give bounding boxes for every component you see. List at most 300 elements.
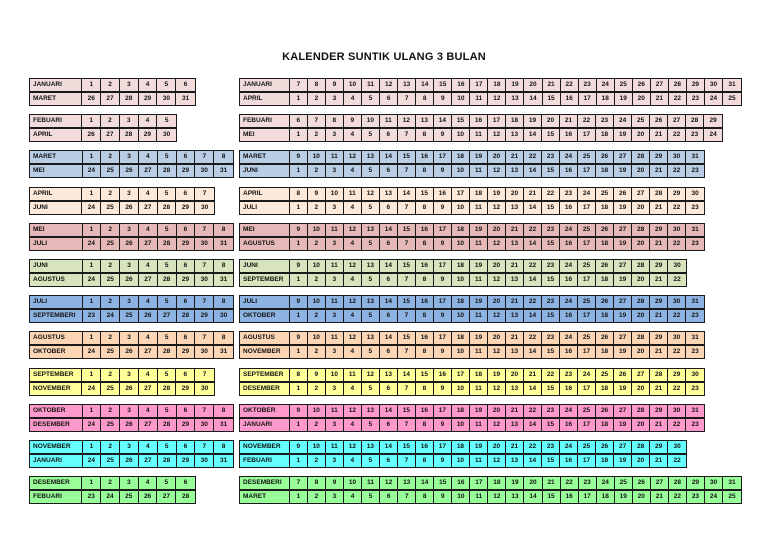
day-cell: 24 <box>560 260 578 272</box>
day-cell: 29 <box>177 238 196 250</box>
day-cell: 16 <box>561 93 579 105</box>
day-cell: 16 <box>561 491 579 503</box>
day-cell: 1 <box>83 151 102 163</box>
month-label: OKTOBER <box>240 310 290 322</box>
day-cell: 13 <box>506 419 524 431</box>
day-cell: 25 <box>101 346 120 358</box>
day-cell: 12 <box>488 491 506 503</box>
day-cell: 5 <box>158 224 177 236</box>
month-label: DESEMBER <box>30 419 83 431</box>
day-cell: 10 <box>452 491 470 503</box>
day-cell: 23 <box>560 369 578 381</box>
day-cell: 25 <box>578 441 596 453</box>
day-cell: 1 <box>82 188 101 200</box>
day-cell: 31 <box>691 153 699 160</box>
day-cell: 29 <box>650 441 668 453</box>
day-cell: 2 <box>308 419 326 431</box>
day-cell: 5 <box>158 151 177 163</box>
calendar-row-left <box>29 273 234 287</box>
day-cell: 13 <box>506 238 524 250</box>
day-cell: 20 <box>506 188 524 200</box>
day-cell: 19 <box>506 477 524 489</box>
calendar-row-right <box>239 440 687 454</box>
day-cell: 28 <box>177 310 196 322</box>
day-cell: 13 <box>506 129 524 141</box>
day-cell: 16 <box>560 310 578 322</box>
day-cell: 10 <box>308 151 326 163</box>
day-cell: 11 <box>470 455 488 467</box>
day-cell: 21 <box>650 383 668 395</box>
day-cell: 18 <box>488 477 506 489</box>
day-cell: 14 <box>380 405 398 417</box>
day-cell: 8 <box>221 153 226 160</box>
month-label: JUNI <box>240 260 290 272</box>
day-cell: 1 <box>83 296 102 308</box>
day-cell: 21 <box>650 455 668 467</box>
calendar-row-right <box>239 150 705 164</box>
day-cell: 16 <box>416 224 434 236</box>
day-cell: 23 <box>579 477 597 489</box>
day-cell: 30 <box>195 455 214 467</box>
calendar-row-left <box>29 237 234 251</box>
day-cell: 13 <box>380 369 398 381</box>
month-label: JANUARI <box>240 419 290 431</box>
day-cell: 5 <box>164 117 169 124</box>
day-cell: 24 <box>560 332 578 344</box>
day-cell: 23 <box>691 167 699 174</box>
day-cell: 11 <box>326 296 344 308</box>
day-cell: 2 <box>101 369 120 381</box>
month-label: DESEMBERI <box>240 477 290 489</box>
day-cell: 24 <box>83 165 102 177</box>
day-cell: 22 <box>524 151 542 163</box>
day-cell: 15 <box>434 79 452 91</box>
day-cell: 25 <box>578 332 596 344</box>
day-cell: 25 <box>596 188 614 200</box>
day-cell: 17 <box>579 93 597 105</box>
day-cell: 11 <box>470 93 488 105</box>
day-cell: 30 <box>157 93 176 105</box>
day-cell: 24 <box>101 491 120 503</box>
day-cell: 8 <box>221 443 226 450</box>
day-cell: 2 <box>101 477 120 489</box>
day-cell: 28 <box>650 188 668 200</box>
day-cell: 9 <box>344 115 362 127</box>
day-cell: 6 <box>177 224 196 236</box>
day-cell: 5 <box>158 260 177 272</box>
day-cell: 13 <box>506 165 524 177</box>
day-cell: 1 <box>82 369 101 381</box>
day-cell: 2 <box>101 188 120 200</box>
day-cell: 19 <box>614 238 632 250</box>
day-cell: 18 <box>470 188 488 200</box>
day-cell: 25 <box>632 115 650 127</box>
day-cell: 27 <box>614 332 632 344</box>
day-cell: 26 <box>614 369 632 381</box>
day-cell: 13 <box>506 274 524 286</box>
day-cell: 5 <box>362 310 380 322</box>
day-cell: 27 <box>668 115 686 127</box>
day-cell: 30 <box>163 131 171 138</box>
day-cell: 26 <box>633 79 651 91</box>
day-cell: 6 <box>177 441 196 453</box>
day-cell: 18 <box>596 455 614 467</box>
day-cell: 28 <box>158 238 177 250</box>
day-cell: 23 <box>82 491 101 503</box>
day-cell: 15 <box>416 369 434 381</box>
day-cell: 14 <box>524 346 542 358</box>
day-cell: 8 <box>416 310 434 322</box>
day-cell: 2 <box>101 224 120 236</box>
calendar-row-right <box>239 273 687 287</box>
day-cell: 4 <box>139 224 158 236</box>
day-cell: 18 <box>506 115 524 127</box>
day-cell: 28 <box>158 455 177 467</box>
day-cell: 10 <box>308 260 326 272</box>
day-cell: 23 <box>542 296 560 308</box>
day-cell: 27 <box>139 202 158 214</box>
day-cell: 4 <box>139 332 158 344</box>
month-label: FEBUARI <box>240 115 290 127</box>
day-cell: 17 <box>578 274 596 286</box>
day-cell: 29 <box>709 117 717 124</box>
day-cell: 2 <box>308 202 326 214</box>
day-cell: 18 <box>452 296 470 308</box>
day-cell: 16 <box>560 274 578 286</box>
calendar-row-right <box>239 201 705 215</box>
month-label: JANUARI <box>30 79 82 91</box>
day-cell: 22 <box>668 165 686 177</box>
day-cell: 27 <box>139 383 158 395</box>
month-label: SEPTEMBER <box>240 274 290 286</box>
day-cell: 31 <box>691 298 699 305</box>
day-cell: 11 <box>470 165 488 177</box>
day-cell: 31 <box>691 334 699 341</box>
calendar-row-right <box>239 114 723 128</box>
day-cell: 7 <box>398 383 416 395</box>
day-cell: 22 <box>524 260 542 272</box>
day-cell: 24 <box>83 346 102 358</box>
day-cell: 5 <box>362 419 380 431</box>
day-cell: 30 <box>195 419 214 431</box>
day-cell: 11 <box>326 151 344 163</box>
day-cell: 28 <box>669 477 687 489</box>
day-cell: 21 <box>506 441 524 453</box>
day-cell: 25 <box>596 369 614 381</box>
day-cell: 8 <box>308 79 326 91</box>
calendar-row-right <box>239 92 742 106</box>
day-cell: 19 <box>470 260 488 272</box>
calendar-row-left <box>29 404 234 418</box>
day-cell: 27 <box>614 224 632 236</box>
day-cell: 14 <box>524 491 542 503</box>
day-cell: 25 <box>615 477 633 489</box>
day-cell: 4 <box>344 346 362 358</box>
day-cell: 30 <box>668 151 686 163</box>
day-cell: 23 <box>542 332 560 344</box>
day-cell: 26 <box>120 165 139 177</box>
day-cell: 7 <box>290 477 308 489</box>
month-label: SEPTEMBER <box>30 369 82 381</box>
day-cell: 16 <box>560 419 578 431</box>
day-cell: 26 <box>139 491 158 503</box>
day-cell: 7 <box>398 129 416 141</box>
day-cell: 22 <box>668 238 686 250</box>
day-cell: 12 <box>362 188 380 200</box>
day-cell: 21 <box>524 369 542 381</box>
day-cell: 14 <box>524 455 542 467</box>
day-cell: 30 <box>195 238 214 250</box>
day-cell: 9 <box>434 491 452 503</box>
day-cell: 15 <box>398 260 416 272</box>
calendar-row-left <box>29 78 196 92</box>
day-cell: 12 <box>344 296 362 308</box>
day-cell: 6 <box>380 93 398 105</box>
day-cell: 28 <box>632 296 650 308</box>
day-cell: 16 <box>560 383 578 395</box>
day-cell: 13 <box>506 310 524 322</box>
day-cell: 25 <box>101 419 120 431</box>
day-cell: 8 <box>221 226 226 233</box>
day-cell: 2 <box>101 441 120 453</box>
day-cell: 8 <box>416 419 434 431</box>
day-cell: 2 <box>308 491 326 503</box>
day-cell: 21 <box>650 346 668 358</box>
day-cell: 9 <box>308 188 326 200</box>
day-cell: 9 <box>434 419 452 431</box>
day-cell: 8 <box>290 188 308 200</box>
calendar-row-right <box>239 418 705 432</box>
day-cell: 21 <box>650 419 668 431</box>
day-cell: 4 <box>344 455 362 467</box>
day-cell: 6 <box>177 151 196 163</box>
day-cell: 14 <box>416 477 434 489</box>
day-cell: 13 <box>362 151 380 163</box>
day-cell: 10 <box>326 188 344 200</box>
day-cell: 18 <box>470 369 488 381</box>
day-cell: 18 <box>596 238 614 250</box>
day-cell: 11 <box>470 274 488 286</box>
day-cell: 15 <box>543 491 561 503</box>
day-cell: 18 <box>597 491 615 503</box>
day-cell: 12 <box>488 238 506 250</box>
day-cell: 30 <box>668 296 686 308</box>
day-cell: 20 <box>632 419 650 431</box>
day-cell: 27 <box>139 455 158 467</box>
day-cell: 3 <box>326 491 344 503</box>
day-cell: 21 <box>506 296 524 308</box>
calendar-row-right <box>239 476 742 490</box>
day-cell: 16 <box>452 477 470 489</box>
day-cell: 16 <box>560 455 578 467</box>
day-cell: 21 <box>506 405 524 417</box>
day-cell: 23 <box>691 204 699 211</box>
day-cell: 14 <box>398 369 416 381</box>
calendar-row-right <box>239 223 705 237</box>
day-cell: 6 <box>380 202 398 214</box>
day-cell: 11 <box>470 346 488 358</box>
day-cell: 29 <box>177 274 196 286</box>
day-cell: 16 <box>560 238 578 250</box>
day-cell: 25 <box>101 383 120 395</box>
calendar-row-right <box>239 331 705 345</box>
day-cell: 21 <box>560 115 578 127</box>
day-cell: 24 <box>709 131 717 138</box>
day-cell: 3 <box>120 405 139 417</box>
day-cell: 7 <box>398 238 416 250</box>
day-cell: 1 <box>290 346 308 358</box>
day-cell: 28 <box>158 274 177 286</box>
calendar-row-right <box>239 295 705 309</box>
day-cell: 29 <box>650 296 668 308</box>
day-cell: 25 <box>101 202 120 214</box>
day-cell: 22 <box>668 310 686 322</box>
day-cell: 1 <box>82 115 101 127</box>
month-label: JULI <box>240 296 290 308</box>
month-label: NOVEMBER <box>30 441 83 453</box>
day-cell: 4 <box>344 129 362 141</box>
day-cell: 9 <box>290 405 308 417</box>
day-cell: 8 <box>221 298 226 305</box>
day-cell: 5 <box>158 405 177 417</box>
day-cell: 15 <box>543 93 561 105</box>
day-cell: 11 <box>470 310 488 322</box>
day-cell: 21 <box>651 491 669 503</box>
day-cell: 31 <box>219 240 228 247</box>
calendar-row-right <box>239 404 705 418</box>
day-cell: 3 <box>120 188 139 200</box>
month-label: JUNI <box>30 202 82 214</box>
day-cell: 18 <box>596 165 614 177</box>
month-label: JULI <box>240 202 290 214</box>
day-cell: 28 <box>632 260 650 272</box>
day-cell: 15 <box>542 346 560 358</box>
day-cell: 20 <box>488 224 506 236</box>
day-cell: 4 <box>344 419 362 431</box>
day-cell: 8 <box>416 455 434 467</box>
day-cell: 2 <box>308 310 326 322</box>
day-cell: 17 <box>452 369 470 381</box>
day-cell: 28 <box>632 405 650 417</box>
day-cell: 1 <box>83 260 102 272</box>
day-cell: 11 <box>470 383 488 395</box>
day-cell: 12 <box>344 260 362 272</box>
day-cell: 6 <box>380 238 398 250</box>
day-cell: 10 <box>452 129 470 141</box>
day-cell: 9 <box>290 441 308 453</box>
day-cell: 5 <box>158 332 177 344</box>
day-cell: 26 <box>120 346 139 358</box>
day-cell: 7 <box>290 79 308 91</box>
day-cell: 28 <box>158 202 177 214</box>
day-cell: 20 <box>633 491 651 503</box>
day-cell: 27 <box>614 441 632 453</box>
calendar-row-left <box>29 201 215 215</box>
day-cell: 30 <box>668 332 686 344</box>
day-cell: 10 <box>452 202 470 214</box>
day-cell: 17 <box>488 115 506 127</box>
day-cell: 27 <box>139 274 158 286</box>
day-cell: 2 <box>308 129 326 141</box>
day-cell: 26 <box>596 296 614 308</box>
day-cell: 28 <box>181 493 190 500</box>
day-cell: 24 <box>83 238 102 250</box>
day-cell: 19 <box>614 455 632 467</box>
month-label: DESEMBER <box>30 477 82 489</box>
day-cell: 23 <box>560 188 578 200</box>
day-cell: 5 <box>362 93 380 105</box>
day-cell: 4 <box>139 115 158 127</box>
day-cell: 17 <box>434 260 452 272</box>
day-cell: 13 <box>362 260 380 272</box>
day-cell: 25 <box>578 151 596 163</box>
day-cell: 24 <box>578 188 596 200</box>
day-cell: 18 <box>452 260 470 272</box>
day-cell: 8 <box>416 491 434 503</box>
day-cell: 7 <box>202 190 207 197</box>
day-cell: 17 <box>434 405 452 417</box>
day-cell: 2 <box>308 93 326 105</box>
day-cell: 31 <box>728 479 736 486</box>
day-cell: 13 <box>416 115 434 127</box>
day-cell: 14 <box>524 165 542 177</box>
day-cell: 28 <box>632 151 650 163</box>
day-cell: 25 <box>615 79 633 91</box>
day-cell: 6 <box>380 455 398 467</box>
day-cell: 5 <box>157 79 176 91</box>
day-cell: 27 <box>614 296 632 308</box>
day-cell: 3 <box>120 296 139 308</box>
day-cell: 17 <box>578 202 596 214</box>
calendar-row-left <box>29 259 234 273</box>
day-cell: 24 <box>560 441 578 453</box>
day-cell: 19 <box>615 491 633 503</box>
day-cell: 6 <box>380 129 398 141</box>
day-cell: 11 <box>344 188 362 200</box>
day-cell: 15 <box>542 383 560 395</box>
month-label: MEI <box>30 224 83 236</box>
day-cell: 1 <box>290 274 308 286</box>
day-cell: 23 <box>542 224 560 236</box>
day-cell: 15 <box>452 115 470 127</box>
day-cell: 11 <box>326 405 344 417</box>
day-cell: 22 <box>524 296 542 308</box>
day-cell: 17 <box>578 238 596 250</box>
day-cell: 23 <box>83 310 102 322</box>
day-cell: 21 <box>506 332 524 344</box>
day-cell: 26 <box>633 477 651 489</box>
day-cell: 30 <box>195 274 214 286</box>
day-cell: 1 <box>290 310 308 322</box>
day-cell: 23 <box>687 93 705 105</box>
day-cell: 1 <box>83 405 102 417</box>
day-cell: 10 <box>326 369 344 381</box>
month-label: AGUSTUS <box>240 238 290 250</box>
day-cell: 29 <box>687 477 705 489</box>
day-cell: 9 <box>326 79 344 91</box>
day-cell: 25 <box>728 493 736 500</box>
day-cell: 17 <box>434 151 452 163</box>
day-cell: 30 <box>705 477 723 489</box>
day-cell: 15 <box>398 224 416 236</box>
day-cell: 18 <box>452 151 470 163</box>
day-cell: 20 <box>488 332 506 344</box>
day-cell: 19 <box>614 310 632 322</box>
day-cell: 8 <box>416 129 434 141</box>
day-cell: 24 <box>705 93 723 105</box>
day-cell: 10 <box>344 79 362 91</box>
day-cell: 10 <box>344 477 362 489</box>
